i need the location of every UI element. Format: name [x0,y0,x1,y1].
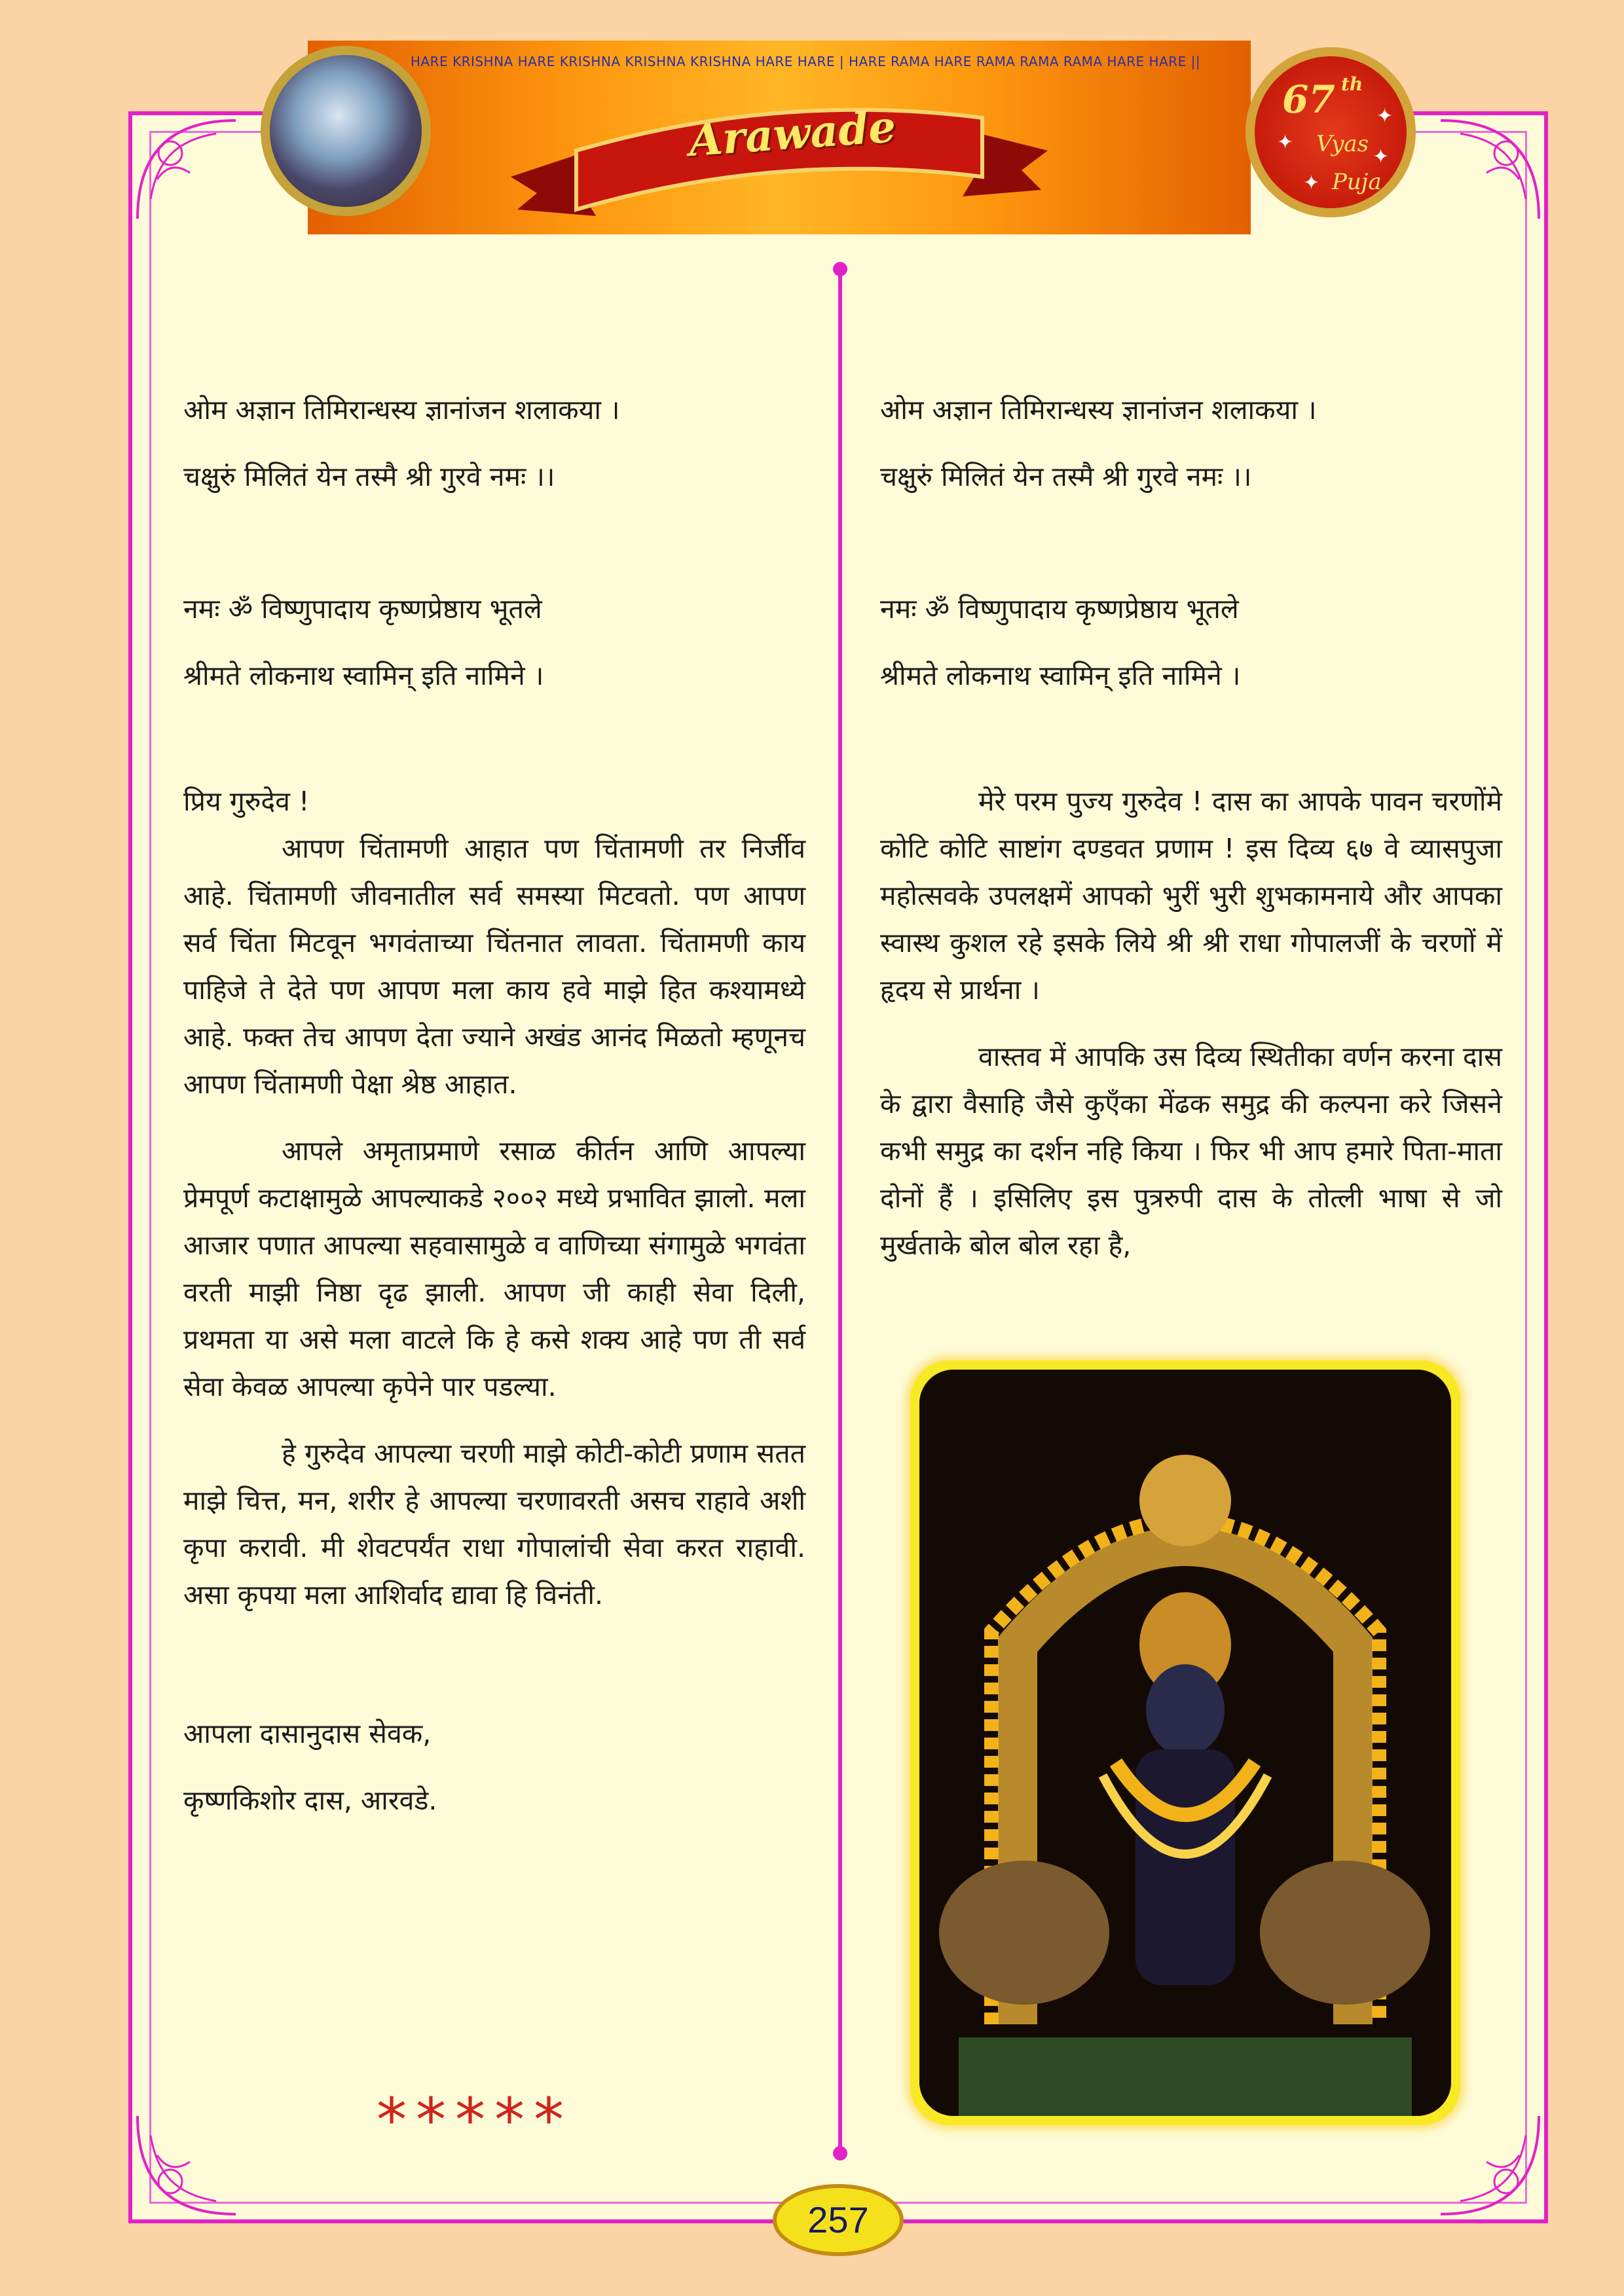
banner-title: Arawade [687,101,898,166]
corner-ornament-top-right [1434,114,1545,225]
corner-ornament-bottom-left [131,2109,242,2221]
badge-suffix: th [1341,73,1363,95]
sparkle-icon: ✦ [1373,145,1390,168]
deity-medallion [261,46,431,216]
badge-word-vyas: Vyas [1316,131,1369,157]
paragraph: आपण चिंतामणी आहात पण चिंतामणी तर निर्जीव आहे. चिंतामणी जीवनातील सर्व समस्या मिटवतो. पण आपण सर्व चिंता मिटवून भगवंताच्या चिंतनात लावता. चिंतामणी काय पाहिजे ते देते पण आपण मला काय हवे माझे हित कश्यामध्ये आहे. फक्त तेच आपण देता ज्याने अखंड आनंद मिळतो म्हणूनच आपण चिंतामणी पेक्षा श्रेष्ठ आहात. [183,833,805,1100]
paragraph: आपले अमृताप्रमाणे रसाळ कीर्तन आणि आपल्या प्रेमपूर्ण कटाक्षामुळे आपल्याकडे २००२ मध्ये प्रभावित झालो. मला आजार पणात आपल्या सहवासामुळे व वाणिच्या संगामुळे भगवंता वरती माझी निष्ठा दृढ झाली. आपण जी काही सेवा दिली, प्रथमता या असे मला वाटले कि हे कसे शक्य आहे पण ती सर्व सेवा केवळ आपल्या कृपेने पार पडल्या. [183,1135,805,1402]
corner-ornament-bottom-right [1434,2109,1545,2221]
salutation: प्रिय गुरुदेव ! [183,786,310,817]
sparkle-icon: ✦ [1376,105,1393,128]
verse-line: श्रीमते लोकनाथ स्वामिन् इति नामिने । [880,660,1241,691]
page-number: 257 [807,2199,869,2240]
sparkle-icon: ✦ [1303,172,1320,194]
verse-line: ओम अज्ञान तिमिरान्धस्य ज्ञानांजन शलाकया । [183,394,620,426]
badge-number: 67 [1282,77,1335,122]
verse-line: चक्षुरुं मिलितं येन तस्मै श्री गुरवे नमः ।। [880,461,1252,492]
verse-line: नमः ॐ विष्णुपादाय कृष्णप्रेष्ठाय भूतले [183,593,542,625]
signature: कृष्णकिशोर दास, आरवडे. [183,1785,437,1816]
verse-line: ओम अज्ञान तिमिरान्धस्य ज्ञानांजन शलाकया । [880,394,1317,426]
divider-dot [833,262,847,276]
closing: आपला दासानुदास सेवक, [183,1718,432,1749]
paragraph: मेरे परम पुज्य गुरुदेव ! दास का आपके पावन चरणोंमे कोटि कोटि साष्टांग दण्डवत प्रणाम ! इस दिव्य ६७ वे व्यासपुजा महोत्सवके उपलक्षमें आपको भुरीं भुरी शुभकामनाये और आपका स्वास्थ कुशल रहे इसके लिये श्री श्री राधा गोपालजीं के चरणों में हृदय से प्रार्थना । [880,786,1502,1006]
deity-illustration [919,1370,1451,2116]
paragraph: वास्तव में आपकि उस दिव्य स्थितीका वर्णन करना दास के द्वारा वैसाहि जैसे कुएँका मेंढक समुद्र की कल्पना करे जिसने कभी समुद्र का दर्शन नहि किया । फिर भी आप हमारे पिता-माता दोनों हैं । इसिलिए इस पुत्ररुपी दास के तोत्ली भाषा से जो मुर्खताके बोल बोल रहा है, [880,1041,1502,1261]
badge-word-puja: Puja [1332,169,1382,195]
sparkle-icon: ✦ [1277,131,1294,154]
deity-photo [919,1370,1451,2116]
end-mark: ***** [377,2085,573,2155]
column-divider [838,268,842,2154]
verse-line: श्रीमते लोकनाथ स्वामिन् इति नामिने । [183,660,544,691]
verse-line: नमः ॐ विष्णुपादाय कृष्णप्रेष्ठाय भूतले [880,593,1239,625]
divider-dot [833,2146,847,2160]
paragraph: हे गुरुदेव आपल्या चरणी माझे कोटी-कोटी प्रणाम सतत माझे चित्त, मन, शरीर हे आपल्या चरणावरती असच राहावे अशी कृपा करावी. मी शेवटपर्यंत राधा गोपालांची सेवा करत राहावी. असा कृपया मला आशिर्वाद द्यावा हि विनंती. [183,1438,805,1611]
corner-ornament-top-left [131,114,242,225]
left-column-marathi-letter [183,386,805,1824]
verse-line: चक्षुरुं मिलितं येन तस्मै श्री गुरवे नमः ।। [183,461,555,492]
header-mantra: HARE KRISHNA HARE KRISHNA KRISHNA KRISHNA HARE HARE | HARE RAMA HARE RAMA RAMA RAMA HARE HARE || [410,54,1201,69]
right-column-hindi-letter [880,386,1502,1288]
